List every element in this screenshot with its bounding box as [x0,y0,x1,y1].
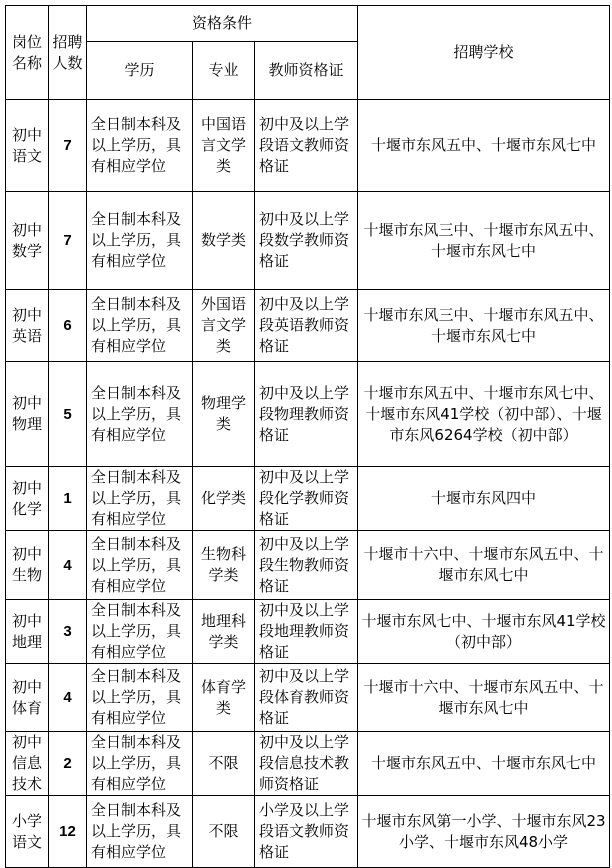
position-cell: 初中体育 [6,664,49,732]
position-cell: 初中生物 [6,531,49,600]
count-cell: 6 [49,290,87,362]
major-cell: 地理科学类 [193,600,255,664]
major-cell: 化学类 [193,467,255,531]
count-cell: 7 [49,100,87,192]
position-cell: 初中信息技术 [6,732,49,796]
schools-cell: 十堰市十六中、十堰市东风五中、十堰市东风七中 [358,531,610,600]
position-cell: 初中数学 [6,192,49,290]
major-cell: 不限 [193,796,255,868]
education-cell: 全日制本科及以上学历，具有相应学位 [87,467,193,531]
major-cell: 生物科学类 [193,531,255,600]
count-cell: 5 [49,362,87,467]
certificate-cell: 初中及以上学段化学教师资格证 [255,467,358,531]
count-cell: 7 [49,192,87,290]
certificate-cell: 初中及以上学段数学教师资格证 [255,192,358,290]
schools-cell: 十堰市东风三中、十堰市东风五中、十堰市东风七中 [358,192,610,290]
table-row [6,290,610,362]
count-cell: 3 [49,600,87,664]
certificate-cell: 初中及以上学段地理教师资格证 [255,600,358,664]
schools-cell: 十堰市十六中、十堰市东风五中、十堰市东风七中 [358,664,610,732]
table-row [6,732,610,796]
education-cell: 全日制本科及以上学历，具有相应学位 [87,732,193,796]
education-cell: 全日制本科及以上学历，具有相应学位 [87,362,193,467]
table-row [6,664,610,732]
header-qualifications: 资格条件 [87,6,358,42]
table-row [6,362,610,467]
header-major: 专业 [193,42,255,100]
position-cell: 初中地理 [6,600,49,664]
table-row [6,600,610,664]
header-count: 招聘人数 [49,6,87,100]
position-cell: 初中物理 [6,362,49,467]
position-cell: 初中英语 [6,290,49,362]
schools-cell: 十堰市东风第一小学、十堰市东风23小学、十堰市东风48小学 [358,796,610,868]
schools-cell: 十堰市东风三中、十堰市东风五中、十堰市东风七中 [358,290,610,362]
certificate-cell: 小学及以上学段语文教师资格证 [255,796,358,868]
position-cell: 初中化学 [6,467,49,531]
education-cell: 全日制本科及以上学历，具有相应学位 [87,600,193,664]
header-position: 岗位名称 [6,6,49,100]
position-cell: 初中语文 [6,100,49,192]
certificate-cell: 初中及以上学段语文教师资格证 [255,100,358,192]
schools-cell: 十堰市东风四中 [358,467,610,531]
education-cell: 全日制本科及以上学历，具有相应学位 [87,290,193,362]
major-cell: 数学类 [193,192,255,290]
major-cell: 物理学类 [193,362,255,467]
certificate-cell: 初中及以上学段信息技术教师资格证 [255,732,358,796]
header-schools: 招聘学校 [358,6,610,100]
certificate-cell: 初中及以上学段体育教师资格证 [255,664,358,732]
table-row [6,192,610,290]
count-cell: 2 [49,732,87,796]
education-cell: 全日制本科及以上学历，具有相应学位 [87,192,193,290]
count-cell: 1 [49,467,87,531]
education-cell: 全日制本科及以上学历，具有相应学位 [87,100,193,192]
count-cell: 4 [49,531,87,600]
major-cell: 外国语言文学类 [193,290,255,362]
schools-cell: 十堰市东风五中、十堰市东风七中 [358,100,610,192]
education-cell: 全日制本科及以上学历，具有相应学位 [87,664,193,732]
education-cell: 全日制本科及以上学历，具有相应学位 [87,796,193,868]
major-cell: 不限 [193,732,255,796]
schools-cell: 十堰市东风五中、十堰市东风七中、十堰市东风41学校（初中部）、十堰市东风6264学校（初中部） [358,362,610,467]
certificate-cell: 初中及以上学段生物教师资格证 [255,531,358,600]
recruitment-table [5,5,610,868]
count-cell: 12 [49,796,87,868]
table-row [6,796,610,868]
header-certificate: 教师资格证 [255,42,358,100]
schools-cell: 十堰市东风五中、十堰市东风七中 [358,732,610,796]
header-education: 学历 [87,42,193,100]
table-row [6,531,610,600]
certificate-cell: 初中及以上学段物理教师资格证 [255,362,358,467]
education-cell: 全日制本科及以上学历，具有相应学位 [87,531,193,600]
schools-cell: 十堰市东风七中、十堰市东风41学校（初中部） [358,600,610,664]
major-cell: 体育学类 [193,664,255,732]
table-row [6,467,610,531]
position-cell: 小学语文 [6,796,49,868]
table-row [6,100,610,192]
major-cell: 中国语言文学类 [193,100,255,192]
certificate-cell: 初中及以上学段英语教师资格证 [255,290,358,362]
header-row-1 [6,6,610,42]
count-cell: 4 [49,664,87,732]
